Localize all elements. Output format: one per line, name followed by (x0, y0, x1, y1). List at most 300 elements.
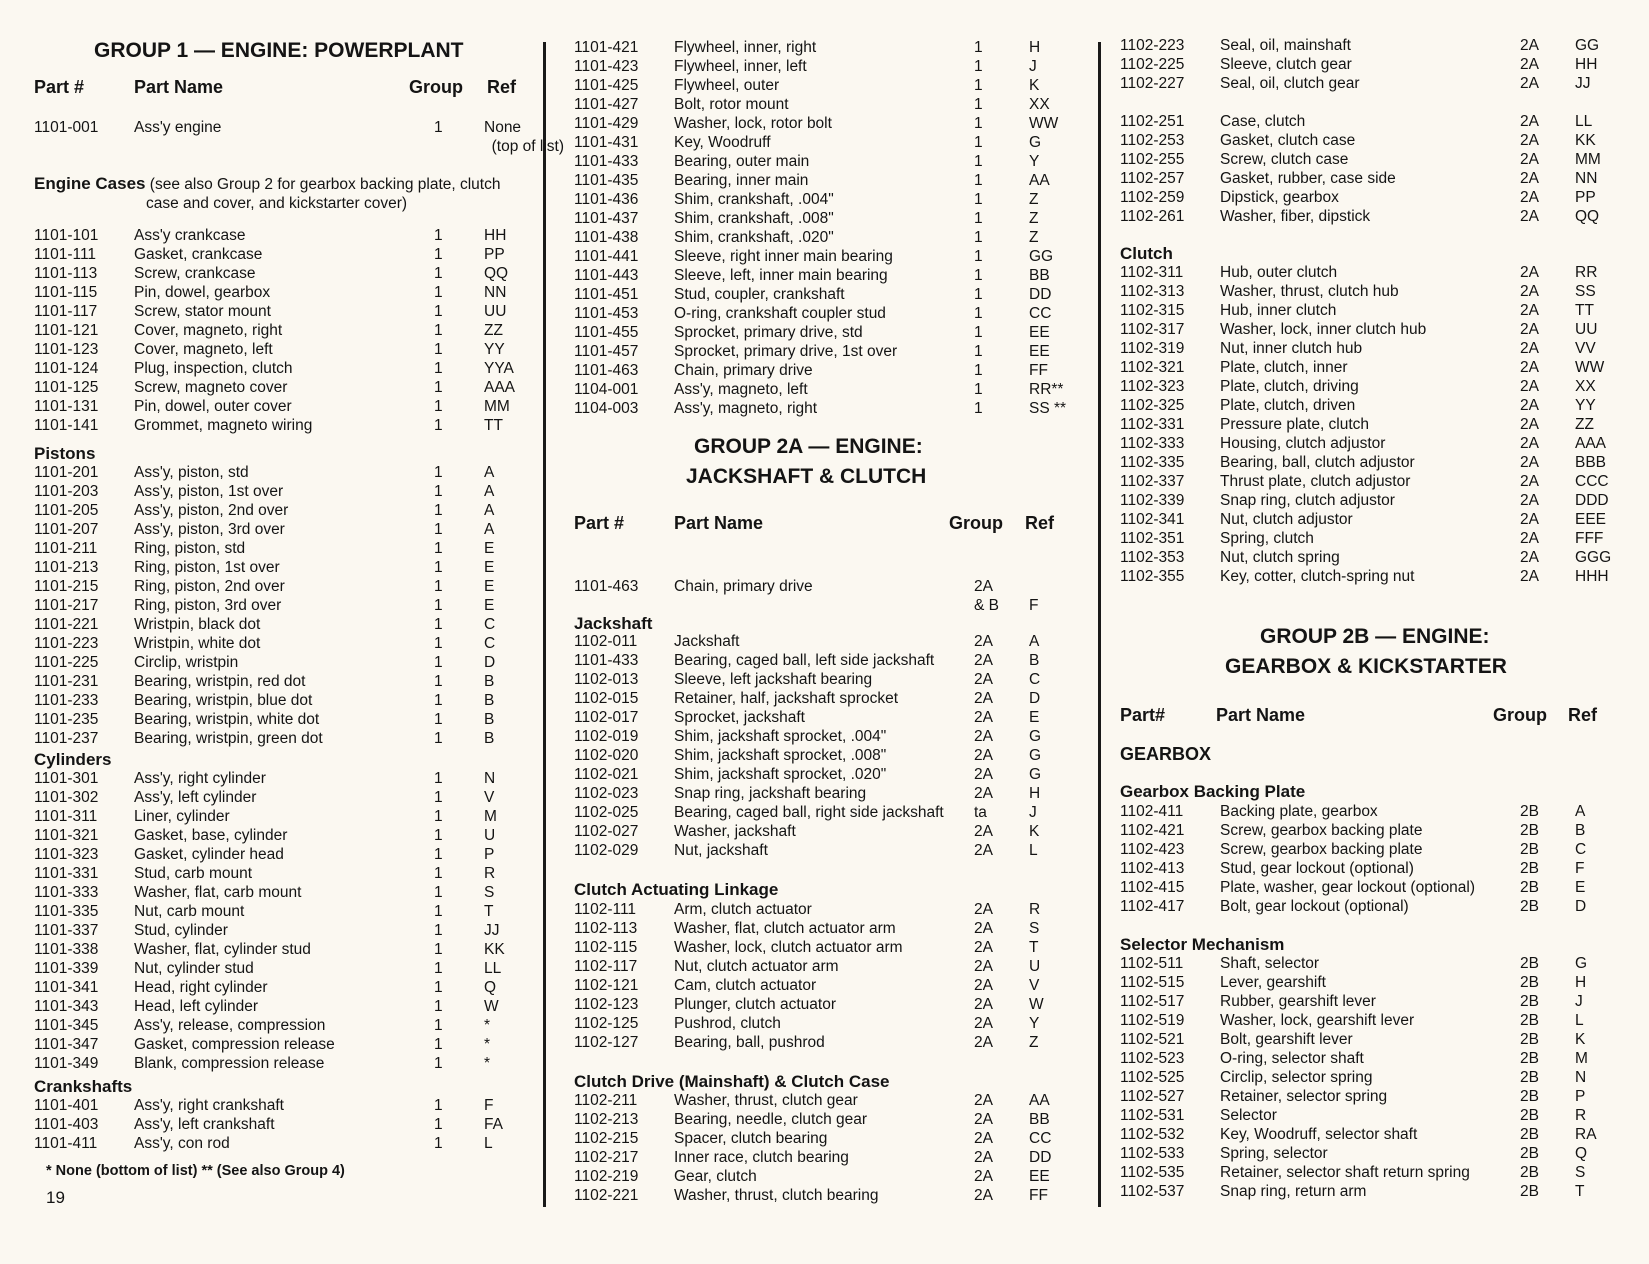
part-number: 1102-521 (1120, 1031, 1185, 1048)
part-name: Plate, clutch, driving (1220, 378, 1359, 395)
table-row (574, 727, 1084, 746)
part-ref: EE (1029, 343, 1050, 360)
part-number: 1102-313 (1120, 283, 1185, 300)
table-row (34, 397, 554, 416)
part-group: 2A (974, 766, 993, 783)
part-name: Washer, fiber, dipstick (1220, 208, 1371, 225)
part-group: 1 (434, 922, 443, 939)
part-group: 2A (1520, 302, 1539, 319)
part-ref: Y (1029, 1015, 1040, 1032)
part-group: 2A (974, 1111, 993, 1128)
part-name: Washer, lock, clutch actuator arm (674, 939, 903, 956)
part-name: Nut, jackshaft (674, 842, 768, 859)
part-name: Nut, inner clutch hub (1220, 340, 1363, 357)
part-name: Gasket, compression release (134, 1036, 335, 1053)
table-row (574, 1110, 1084, 1129)
ref-note: (top of list) (491, 138, 564, 155)
part-ref: KK (1575, 132, 1596, 149)
part-ref: E (484, 578, 495, 595)
part-number: 1101-213 (34, 559, 99, 576)
table-row (574, 995, 1084, 1014)
part-ref: FF (1029, 362, 1048, 379)
part-group: 1 (974, 191, 983, 208)
part-group: 2A (1520, 151, 1539, 168)
part-group: 2A (1520, 530, 1539, 547)
part-number: 1102-255 (1120, 151, 1185, 168)
part-group: 1 (974, 58, 983, 75)
part-group: 1 (974, 153, 983, 170)
column-headers (34, 72, 554, 98)
table-row (1120, 472, 1640, 491)
part-number: 1101-335 (34, 903, 99, 920)
part-name: Bearing, caged ball, left side jackshaft (674, 652, 935, 669)
part-name-empty (674, 596, 974, 615)
part-number: 1102-021 (574, 766, 639, 783)
part-name: Gasket, clutch case (1220, 132, 1356, 149)
part-name: Shaft, selector (1220, 955, 1320, 972)
part-number: 1102-211 (574, 1092, 638, 1109)
part-group: 2A (974, 1149, 993, 1166)
part-name: Case, clutch (1220, 113, 1306, 130)
column-divider-right (1098, 42, 1101, 1207)
part-number: 1102-259 (1120, 189, 1185, 206)
part-name: Bearing, wristpin, blue dot (134, 692, 313, 709)
part-name: Snap ring, return arm (1220, 1183, 1367, 1200)
part-name: Washer, lock, inner clutch hub (1220, 321, 1427, 338)
part-group: 1 (434, 635, 443, 652)
part-name: Grommet, magneto wiring (134, 417, 313, 434)
part-ref: D (1575, 898, 1587, 915)
part-name: Bolt, gearshift lever (1220, 1031, 1353, 1048)
part-ref: B (1029, 652, 1040, 669)
part-number: 1101-463 (574, 578, 639, 595)
part-name: Head, left cylinder (134, 998, 259, 1015)
part-group: 1 (434, 1097, 443, 1114)
part-name: Ass'y, con rod (134, 1135, 230, 1152)
table-row (34, 359, 554, 378)
table-row (34, 883, 554, 902)
part-group: 1 (974, 172, 983, 189)
section-heading-gearbox: GEARBOX (1120, 744, 1212, 764)
part-number: 1102-113 (574, 920, 638, 937)
part-ref: C (484, 616, 496, 633)
part-name: Bearing, ball, clutch adjustor (1220, 454, 1415, 471)
header-part: Part # (34, 77, 85, 97)
part-name: Bearing, wristpin, green dot (134, 730, 323, 747)
table-row (34, 864, 554, 883)
part-group: 1 (434, 379, 443, 396)
part-number: 1101-211 (34, 540, 98, 557)
part-ref: T (1029, 939, 1039, 956)
part-name: Sleeve, left, inner main bearing (674, 267, 888, 284)
part-number: 1102-531 (1120, 1107, 1185, 1124)
part-number: 1102-413 (1120, 860, 1185, 877)
part-ref: L (484, 1135, 493, 1152)
part-group: 1 (974, 267, 983, 284)
part-ref: R (1575, 1107, 1587, 1124)
part-ref: L (1029, 842, 1038, 859)
part-ref: J (1575, 993, 1583, 1010)
table-row (574, 803, 1084, 822)
table-row (1120, 840, 1640, 859)
table-row (34, 826, 554, 845)
part-ref: Z (1029, 191, 1039, 208)
part-ref: A (1029, 633, 1040, 650)
table-row (574, 841, 1084, 860)
part-name: Shim, jackshaft sprocket, .004" (674, 728, 887, 745)
part-number: 1101-433 (574, 153, 639, 170)
part-group: 2B (1520, 841, 1539, 858)
part-name: Snap ring, jackshaft bearing (674, 785, 867, 802)
part-group: 2B (1520, 1183, 1539, 1200)
part-ref: CC (1029, 305, 1052, 322)
table-row (574, 1014, 1084, 1033)
part-number: 1102-023 (574, 785, 639, 802)
part-group: 1 (974, 286, 983, 303)
part-ref: H (1029, 39, 1041, 56)
part-group: 2A (974, 578, 993, 595)
part-ref: K (1029, 77, 1040, 94)
part-ref: B (484, 730, 495, 747)
part-name: Washer, thrust, clutch hub (1220, 283, 1399, 300)
part-ref: ZZ (484, 322, 503, 339)
part-number: 1101-451 (574, 286, 639, 303)
table-row (1120, 377, 1640, 396)
header-ref: Ref (1568, 705, 1598, 725)
table-row (34, 283, 554, 302)
header-part: Part # (574, 513, 625, 533)
part-number: 1101-321 (34, 827, 99, 844)
part-group: ta (974, 804, 987, 821)
part-ref: DD (1029, 286, 1052, 303)
crankshaft-continued-table (574, 38, 1084, 418)
part-number: 1101-323 (34, 846, 99, 863)
part-ref: U (484, 827, 496, 844)
part-ref: F (1029, 597, 1039, 614)
cylinders-table (34, 769, 554, 1073)
part-name: Nut, cylinder stud (134, 960, 254, 977)
table-row (1120, 878, 1640, 897)
part-number: 1104-003 (574, 400, 639, 417)
part-ref: * (484, 1055, 491, 1072)
part-name: Ring, piston, 3rd over (134, 597, 282, 614)
engine-cases-table (34, 226, 554, 435)
table-row (1120, 282, 1640, 301)
part-name: Screw, stator mount (134, 303, 271, 320)
part-name: Ass'y, right crankshaft (134, 1097, 284, 1114)
part-group: 1 (434, 597, 443, 614)
part-ref: ZZ (1575, 416, 1594, 433)
part-ref: E (1575, 879, 1586, 896)
part-name: Stud, cylinder (134, 922, 228, 939)
part-ref: W (484, 998, 499, 1015)
part-number: 1101-203 (34, 483, 99, 500)
part-ref: M (1575, 1050, 1588, 1067)
part-name: Ass'y, piston, 2nd over (134, 502, 289, 519)
part-group: 2A (1520, 416, 1539, 433)
part-name: Plug, inspection, clutch (134, 360, 293, 377)
part-ref: UU (484, 303, 507, 320)
part-ref: TT (1575, 302, 1594, 319)
part-group: 1 (974, 362, 983, 379)
table-row (34, 997, 554, 1016)
part-number-empty (574, 596, 674, 615)
part-name: Nut, carb mount (134, 903, 245, 920)
part-name: Sprocket, jackshaft (674, 709, 805, 726)
part-ref: FF (1029, 1187, 1048, 1204)
part-group: 1 (974, 248, 983, 265)
part-group: 1 (974, 305, 983, 322)
header-ref: Ref (1025, 513, 1055, 533)
table-row (1120, 131, 1640, 150)
part-ref: Q (484, 979, 497, 996)
part-group: 2A (974, 977, 993, 994)
header-name: Part Name (674, 513, 764, 533)
part-group: 2A (974, 671, 993, 688)
part-number: 1102-317 (1120, 321, 1185, 338)
part-group: 2A (974, 652, 993, 669)
part-ref: LL (1575, 113, 1593, 130)
part-number: 1101-231 (34, 673, 99, 690)
part-number: 1101-001 (34, 119, 99, 136)
part-number: 1101-205 (34, 502, 99, 519)
part-number: 1102-025 (574, 804, 639, 821)
part-group: 2A (1520, 264, 1539, 281)
header-name: Part Name (1216, 705, 1306, 725)
part-ref: PP (1575, 189, 1596, 206)
table-row (34, 416, 554, 435)
part-name: Nut, clutch spring (1220, 549, 1340, 566)
part-ref: N (1575, 1069, 1587, 1086)
table-row (1120, 897, 1640, 916)
part-name: Bearing, wristpin, red dot (134, 673, 306, 690)
part-ref: G (1029, 728, 1042, 745)
part-group: 1 (974, 96, 983, 113)
table-row (1120, 954, 1640, 973)
part-ref: G (1029, 134, 1042, 151)
part-number: 1102-335 (1120, 454, 1185, 471)
selector-table (1120, 954, 1640, 1201)
part-group: 1 (434, 730, 443, 747)
part-number: 1102-223 (1120, 37, 1185, 54)
cases-note-2: case and cover, and kickstarter cover) (146, 195, 408, 212)
part-number: 1101-311 (34, 808, 98, 825)
table-row (574, 746, 1084, 765)
part-number: 1101-123 (34, 341, 99, 358)
part-name: Shim, crankshaft, .020" (674, 229, 834, 246)
part-group: 2B (1520, 879, 1539, 896)
part-number: 1102-339 (1120, 492, 1185, 509)
part-name: Flywheel, outer (674, 77, 780, 94)
table-row (574, 171, 1084, 190)
part-number: 1102-533 (1120, 1145, 1185, 1162)
part-group: 1 (434, 464, 443, 481)
part-group: 2A (974, 709, 993, 726)
table-row (1120, 301, 1640, 320)
part-number: 1101-403 (34, 1116, 99, 1133)
part-number: 1102-511 (1120, 955, 1184, 972)
part-ref: B (1575, 822, 1586, 839)
header-group: Group (949, 513, 1003, 533)
part-name: Retainer, selector spring (1220, 1088, 1388, 1105)
part-name: Ass'y engine (134, 119, 222, 136)
group-2b-title-line1: GROUP 2B — ENGINE: (1260, 625, 1490, 648)
part-group: 1 (434, 711, 443, 728)
part-name: Gasket, base, cylinder (134, 827, 288, 844)
part-ref: D (484, 654, 496, 671)
part-ref: Z (1029, 1034, 1039, 1051)
part-ref: JJ (1575, 75, 1591, 92)
part-name: O-ring, selector shaft (1220, 1050, 1364, 1067)
table-row (34, 1134, 554, 1153)
part-name: Sleeve, right inner main bearing (674, 248, 893, 265)
part-name: Plate, clutch, inner (1220, 359, 1348, 376)
part-name: Washer, jackshaft (674, 823, 796, 840)
part-number: 1102-517 (1120, 993, 1185, 1010)
part-group: 1 (434, 559, 443, 576)
part-number: 1101-421 (574, 39, 639, 56)
part-ref: E (1029, 709, 1040, 726)
part-name: Snap ring, clutch adjustor (1220, 492, 1395, 509)
table-row (574, 38, 1084, 57)
part-ref: * (484, 1036, 491, 1053)
table-row (1120, 1163, 1640, 1182)
part-number: 1101-221 (34, 616, 99, 633)
part-number: 1102-535 (1120, 1164, 1185, 1181)
table-row (574, 95, 1084, 114)
part-ref: J (1029, 804, 1037, 821)
part-ref: P (1575, 1088, 1586, 1105)
part-number: 1102-415 (1120, 879, 1185, 896)
part-number: 1102-532 (1120, 1126, 1185, 1143)
part-group: 1 (434, 960, 443, 977)
part-group: 2A (974, 1092, 993, 1109)
part-ref: V (484, 789, 495, 806)
part-number: 1102-013 (574, 671, 639, 688)
part-group: 2A (974, 1187, 993, 1204)
part-group: 1 (974, 381, 983, 398)
table-row (34, 378, 554, 397)
part-group: 2B (1520, 993, 1539, 1010)
table-row (574, 247, 1084, 266)
table-row (574, 765, 1084, 784)
jackshaft-table (574, 632, 1084, 860)
part-group: 2A (974, 633, 993, 650)
part-name: Key, Woodruff, selector shaft (1220, 1126, 1418, 1143)
part-ref: UU (1575, 321, 1598, 338)
part-group: 2B (1520, 1145, 1539, 1162)
part-name: Washer, flat, carb mount (134, 884, 302, 901)
part-group: 1 (434, 1055, 443, 1072)
part-name: Bearing, caged ball, right side jackshaft (674, 804, 944, 821)
part-ref: G (1029, 766, 1042, 783)
part-ref: A (484, 483, 495, 500)
part-number: 1102-117 (574, 958, 638, 975)
clutch-linkage-table (574, 900, 1084, 1052)
part-number: 1101-443 (574, 267, 639, 284)
part-number: 1102-351 (1120, 530, 1185, 547)
table-row (34, 710, 554, 729)
part-number: 1101-111 (34, 246, 97, 263)
part-group: 2A (974, 690, 993, 707)
part-number: 1102-421 (1120, 822, 1185, 839)
part-ref: CCC (1575, 473, 1609, 490)
part-number: 1102-123 (574, 996, 639, 1013)
part-ref: Y (1029, 153, 1040, 170)
part-name: Hub, inner clutch (1220, 302, 1337, 319)
part-ref: XX (1029, 96, 1050, 113)
clutch-table (1120, 263, 1640, 586)
part-ref: A (484, 521, 495, 538)
part-group: 2A (1520, 359, 1539, 376)
part-ref: HHH (1575, 568, 1609, 585)
part-number: 1101-101 (34, 227, 99, 244)
part-number: 1101-301 (34, 770, 99, 787)
part-ref: C (1029, 671, 1041, 688)
part-name: Screw, magneto cover (134, 379, 288, 396)
part-group: 1 (434, 322, 443, 339)
part-group: 1 (434, 846, 443, 863)
part-number: 1102-127 (574, 1034, 639, 1051)
table-row (34, 302, 554, 321)
part-name: Key, cotter, clutch-spring nut (1220, 568, 1415, 585)
table-row (1120, 415, 1640, 434)
part-group: 1 (974, 343, 983, 360)
part-name: Retainer, selector shaft return spring (1220, 1164, 1470, 1181)
part-number: 1102-417 (1120, 898, 1185, 915)
part-number: 1101-453 (574, 305, 639, 322)
part-number: 1102-020 (574, 747, 639, 764)
part-number: 1101-235 (34, 711, 99, 728)
part-number: 1101-425 (574, 77, 639, 94)
table-row (574, 577, 1084, 596)
part-name: Circlip, selector spring (1220, 1069, 1373, 1086)
part-number: 1101-427 (574, 96, 639, 113)
part-group: 2A (1520, 492, 1539, 509)
table-row (574, 1148, 1084, 1167)
part-group: 1 (434, 227, 443, 244)
part-group: 1 (974, 210, 983, 227)
part-name: Flywheel, inner, right (674, 39, 817, 56)
part-group: 2A (1520, 37, 1539, 54)
part-number: 1101-338 (34, 941, 99, 958)
part-number: 1102-337 (1120, 473, 1185, 490)
part-number: 1101-343 (34, 998, 99, 1015)
part-number: 1102-227 (1120, 75, 1185, 92)
table-row (1120, 74, 1640, 93)
part-ref: S (1029, 920, 1040, 937)
part-ref: None (484, 119, 522, 136)
part-name: Spacer, clutch bearing (674, 1130, 828, 1147)
part-ref: DDD (1575, 492, 1609, 509)
part-ref: SS ** (1029, 400, 1067, 417)
part-ref: R (1029, 901, 1041, 918)
part-name: Spring, clutch (1220, 530, 1314, 547)
part-ref: E (484, 559, 495, 576)
part-group: 2A (974, 823, 993, 840)
part-name: Nut, clutch actuator arm (674, 958, 839, 975)
part-ref: C (1575, 841, 1587, 858)
part-name: Ring, piston, std (134, 540, 246, 557)
part-group: 1 (434, 540, 443, 557)
part-group: 2A (974, 996, 993, 1013)
part-number: 1102-251 (1120, 113, 1185, 130)
part-ref: S (484, 884, 495, 901)
table-row (34, 463, 554, 482)
part-name: Shim, crankshaft, .004" (674, 191, 834, 208)
part-name: Arm, clutch actuator (674, 901, 812, 918)
part-group: 2A (1520, 454, 1539, 471)
